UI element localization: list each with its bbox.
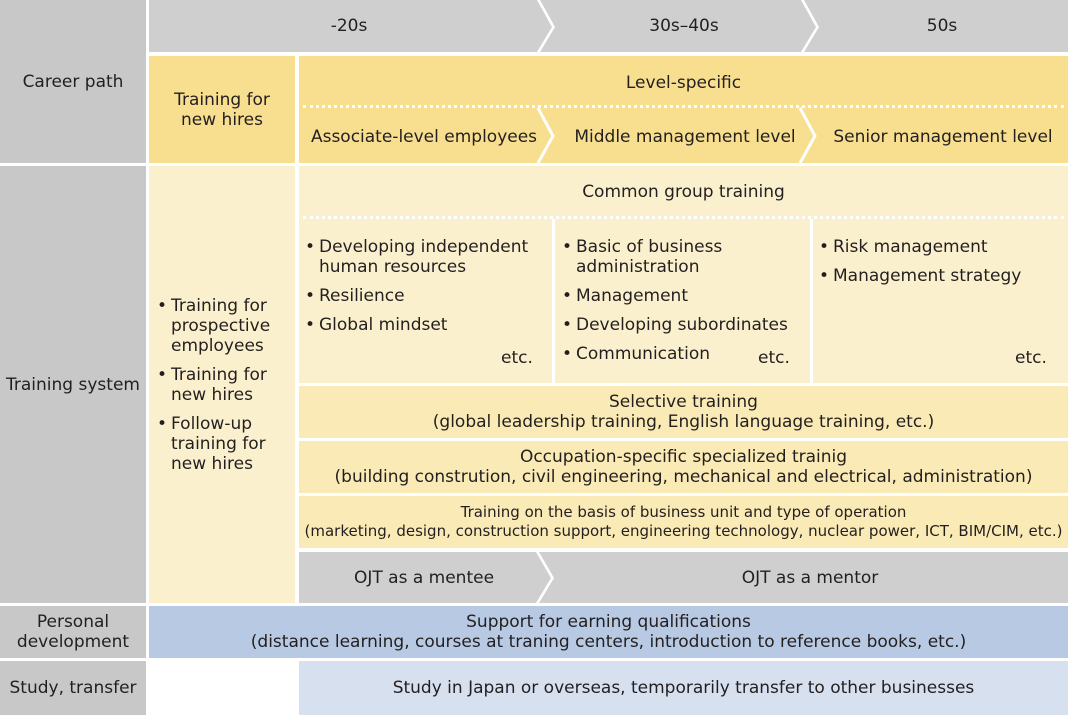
business-unit-training-detail: (marketing, design, construction support, engineering technology, nuclear power, ICT, BIM/CIM, etc.) xyxy=(304,522,1063,540)
qualifications-support xyxy=(149,606,1068,658)
level-middle-management-label: Middle management level xyxy=(574,127,796,147)
common-item: • Management strategy xyxy=(819,266,1064,286)
ojt-mentee xyxy=(299,552,549,603)
study-transfer-bar xyxy=(299,661,1068,715)
age-band-3-label: 50s xyxy=(926,16,958,36)
new-hires-header-label: Training for new hires xyxy=(174,89,270,130)
common-col-middle-etc: etc. xyxy=(758,348,790,368)
level-associate-label: Associate-level employees xyxy=(310,127,538,147)
common-item: • Risk management xyxy=(819,237,1064,257)
qualifications-support-title: Support for earning qualifications xyxy=(466,612,751,632)
common-item: • Resilience xyxy=(305,286,550,306)
selective-training-detail: (global leadership training, English language training, etc.) xyxy=(432,412,935,432)
level-senior-management-label: Senior management level xyxy=(833,127,1053,147)
occupation-training-title: Occupation-specific specialized trainig xyxy=(519,447,848,467)
row-header-career-path-label: Career path xyxy=(22,71,124,92)
common-item: • Developing independent human resources xyxy=(305,237,550,277)
common-item: • Communication xyxy=(562,344,807,364)
new-hire-program-item: • Training for new hires xyxy=(157,365,289,405)
qualifications-support-detail: (distance learning, courses at traning centers, introduction to reference books, etc.) xyxy=(250,632,967,652)
study-transfer-label: Study in Japan or overseas, temporarily transfer to other businesses xyxy=(392,678,975,698)
new-hire-program-item: • Training for prospective employees xyxy=(157,296,289,356)
common-item: • Global mindset xyxy=(305,315,550,335)
selective-training-title: Selective training xyxy=(609,392,758,412)
common-item: • Basic of business administration xyxy=(562,237,807,277)
row-header-study-transfer-label: Study, transfer xyxy=(9,678,137,698)
common-item: • Management xyxy=(562,286,807,306)
common-group-title-label: Common group training xyxy=(582,182,785,202)
occupation-training-detail: (building constrution, civil engineering, mechanical and electrical, administration) xyxy=(334,467,1033,487)
common-col-senior-etc: etc. xyxy=(1015,348,1047,368)
ojt-mentee-label: OJT as a mentee xyxy=(353,567,495,588)
new-hire-program-item: • Follow-up training for new hires xyxy=(157,414,289,474)
business-unit-training-title: Training on the basis of business unit and type of operation xyxy=(460,503,907,521)
ojt-mentor xyxy=(552,552,1068,603)
ojt-mentor-label: OJT as a mentor xyxy=(741,567,879,588)
common-col-associate-etc: etc. xyxy=(501,348,533,368)
row-header-training-system-label: Training system xyxy=(6,374,140,395)
row-header-personal-development-label: Personal development xyxy=(16,612,130,652)
common-item: • Developing subordinates xyxy=(562,315,807,335)
age-band-2-label: 30s–40s xyxy=(649,16,719,36)
level-specific-title-label: Level-specific xyxy=(625,73,742,93)
age-band-1-label: -20s xyxy=(330,16,368,36)
